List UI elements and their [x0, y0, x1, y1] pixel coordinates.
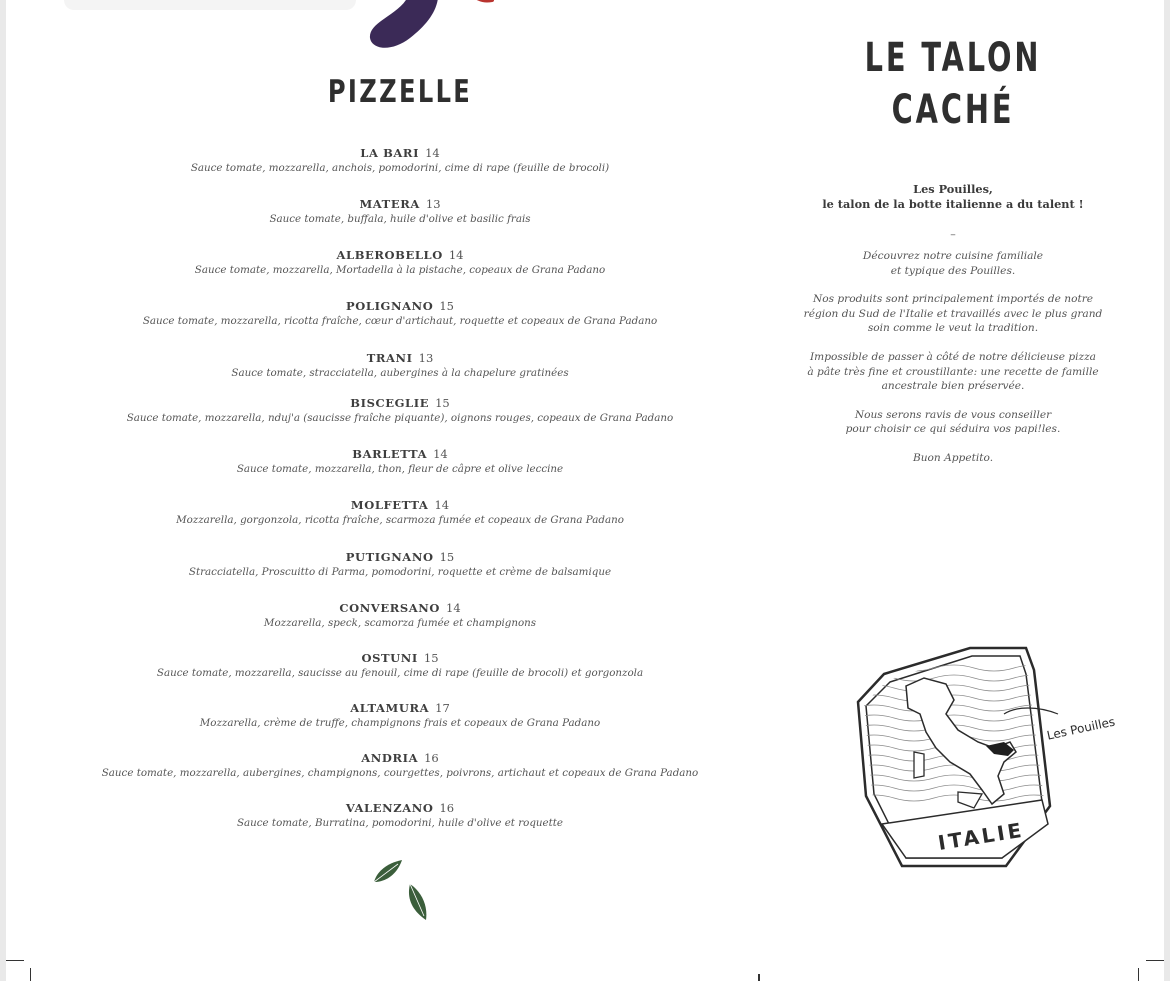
pizza-description: Sauce tomate, Burratina, pomodorini, huile d'olive et roquette — [236, 817, 564, 829]
sicily-shape — [958, 792, 982, 808]
pizza-item — [6, 751, 794, 780]
pizza-name: BARLETTA — [352, 447, 428, 461]
pizza-name: PUTIGNANO — [345, 550, 434, 564]
pizza-heading — [6, 751, 794, 766]
pizza-item — [6, 299, 794, 328]
pizzelle-title: PIZZELLE — [327, 74, 473, 110]
paragraph-line: à pâte très fine et croustillante: une recette de famille — [807, 365, 1099, 378]
pizza-item — [6, 601, 794, 630]
pizza-price: 14 — [446, 601, 461, 615]
pizza-description: Sauce tomate, mozzarella, saucisse au fenouil, cime di rape (feuille de brocoli) et gorgonzola — [156, 667, 644, 679]
intro-paragraphs — [788, 249, 1118, 466]
pizza-item — [6, 651, 794, 680]
pizza-item — [6, 351, 794, 380]
pizza-description: Sauce tomate, mozzarella, anchois, pomodorini, cime di rape (feuille de brocoli) — [190, 162, 610, 174]
pizza-name: CONVERSANO — [339, 601, 441, 615]
pizza-price: 14 — [448, 248, 464, 262]
paragraph-line: Découvrez notre cuisine familiale — [862, 250, 1044, 262]
italy-map-stamp — [854, 644, 1116, 880]
sardinia-shape — [914, 752, 924, 778]
pizza-heading — [6, 498, 794, 513]
headline-line-1: Les Pouilles, — [913, 182, 993, 196]
pizza-item — [6, 550, 794, 579]
pizza-name: OSTUNI — [361, 651, 418, 665]
pizza-description: Sauce tomate, buffala, huile d'olive et basilic frais — [269, 213, 531, 225]
country-label: ITALIE — [936, 817, 1026, 855]
headline-line-2: le talon de la botte italienne a du talent ! — [822, 197, 1084, 211]
pizza-price: 13 — [425, 197, 441, 211]
pizza-description: Stracciatella, Proscuitto di Parma, pomodorini, roquette et crème de balsamique — [188, 566, 612, 578]
pizza-price: 15 — [423, 651, 439, 665]
paragraph-line: région du Sud de l'Italie et travaillés avec le plus grand — [803, 307, 1103, 320]
menu-spread — [6, 0, 1164, 981]
pizza-item — [6, 396, 794, 425]
crop-mark-left-h — [6, 960, 24, 961]
pizza-price: 16 — [424, 751, 439, 765]
pizza-name: POLIGNANO — [346, 299, 434, 313]
pizza-price: 14 — [425, 146, 440, 160]
pizza-name: BISCEGLIE — [350, 396, 430, 410]
intro-paragraph — [788, 249, 1118, 278]
pizza-item — [6, 498, 794, 527]
intro-paragraph — [788, 292, 1118, 336]
pizza-name: MATERA — [359, 197, 420, 211]
pizza-price: 15 — [435, 396, 450, 410]
intro-paragraph — [788, 451, 1118, 466]
pizza-description: Sauce tomate, mozzarella, nduj'a (saucisse fraîche piquante), oignons rouges, copeaux de Grana Padano — [126, 412, 674, 424]
pizza-heading — [6, 601, 794, 616]
basil-leaves-illustration — [368, 856, 434, 926]
pizza-name: LA BARI — [360, 146, 420, 160]
pizza-name: ANDRIA — [361, 751, 419, 765]
title-line-2: CACHÉ — [891, 87, 1015, 133]
pizza-heading — [6, 248, 794, 263]
crop-mark-center-v — [758, 974, 760, 981]
crop-mark-left-v — [30, 968, 31, 981]
pizza-item — [6, 146, 794, 175]
top-toolbar-pill — [64, 0, 356, 10]
pizza-item — [6, 701, 794, 730]
paragraph-line: Nous serons ravis de vous conseiller — [854, 408, 1052, 421]
pizza-price: 14 — [434, 498, 450, 512]
pizza-name: VALENZANO — [345, 801, 434, 815]
pizza-heading — [6, 651, 794, 666]
pizza-heading — [6, 197, 794, 212]
pizza-description: Sauce tomate, mozzarella, aubergines, champignons, courgettes, poivrons, artichaut et copeaux de Grana Padano — [101, 767, 699, 779]
pizza-item — [6, 801, 794, 830]
crop-mark-right-h — [1146, 960, 1164, 961]
pizza-heading — [6, 299, 794, 314]
pizza-heading — [6, 396, 794, 411]
paragraph-line: pour choisir ce qui séduira vos papi!les. — [845, 423, 1061, 436]
pizza-name: TRANI — [366, 351, 413, 365]
paragraph-line: ancestrale bien préservée. — [881, 380, 1025, 393]
pizza-name: ALTAMURA — [350, 701, 430, 715]
pizza-heading — [6, 701, 794, 716]
intro-paragraph — [788, 408, 1118, 437]
pizza-heading — [6, 801, 794, 816]
pizza-description: Mozzarella, gorgonzola, ricotta fraîche, scarmoza fumée et copeaux de Grana Padano — [176, 514, 624, 526]
pizza-heading — [6, 351, 794, 366]
pizza-description: Sauce tomate, mozzarella, ricotta fraîche, cœur d'artichaut, roquette et copeaux de Grana Padano — [142, 315, 658, 327]
pizza-price: 16 — [439, 801, 455, 815]
pizza-description: Sauce tomate, mozzarella, thon, fleur de câpre et olive leccine — [236, 463, 564, 475]
eggplant-illustration — [366, 0, 496, 54]
paragraph-line: Buon Appetito. — [912, 451, 994, 464]
pizza-price: 13 — [418, 351, 434, 365]
pizza-description: Mozzarella, speck, scamorza fumée et champignons — [263, 617, 537, 629]
region-label: Les Pouilles — [1045, 714, 1116, 743]
intro-headline — [788, 182, 1118, 212]
intro-paragraph — [788, 350, 1118, 394]
crop-mark-right-v — [1138, 968, 1139, 981]
pizza-name: ALBEROBELLO — [336, 248, 443, 262]
paragraph-line: Nos produits sont principalement importés de notre — [812, 293, 1094, 306]
separator-dash: – — [950, 228, 956, 241]
pizza-item — [6, 197, 794, 226]
pizza-price: 14 — [433, 447, 448, 461]
pizza-description: Sauce tomate, stracciatella, aubergines à la chapelure gratinées — [231, 367, 569, 379]
restaurant-title — [834, 32, 1072, 136]
pizza-price: 15 — [439, 299, 454, 313]
pizza-heading — [6, 550, 794, 565]
pizza-heading — [6, 447, 794, 462]
pizza-heading — [6, 146, 794, 161]
pizza-description: Sauce tomate, mozzarella, Mortadella à la pistache, copeaux de Grana Padano — [194, 264, 606, 276]
paragraph-line: Impossible de passer à côté de notre délicieuse pizza — [810, 350, 1096, 363]
paragraph-line: soin comme le veut la tradition. — [867, 322, 1039, 335]
pizza-item — [6, 248, 794, 277]
pizza-price: 15 — [439, 550, 455, 564]
paragraph-line: et typique des Pouilles. — [890, 264, 1016, 277]
pizza-description: Mozzarella, crème de truffe, champignons frais et copeaux de Grana Padano — [199, 717, 601, 729]
title-line-1: LE TALON — [864, 35, 1042, 81]
pizza-item — [6, 447, 794, 476]
pizza-price: 17 — [435, 701, 450, 715]
intro-text — [788, 182, 1118, 466]
pizza-name: MOLFETTA — [350, 498, 429, 512]
